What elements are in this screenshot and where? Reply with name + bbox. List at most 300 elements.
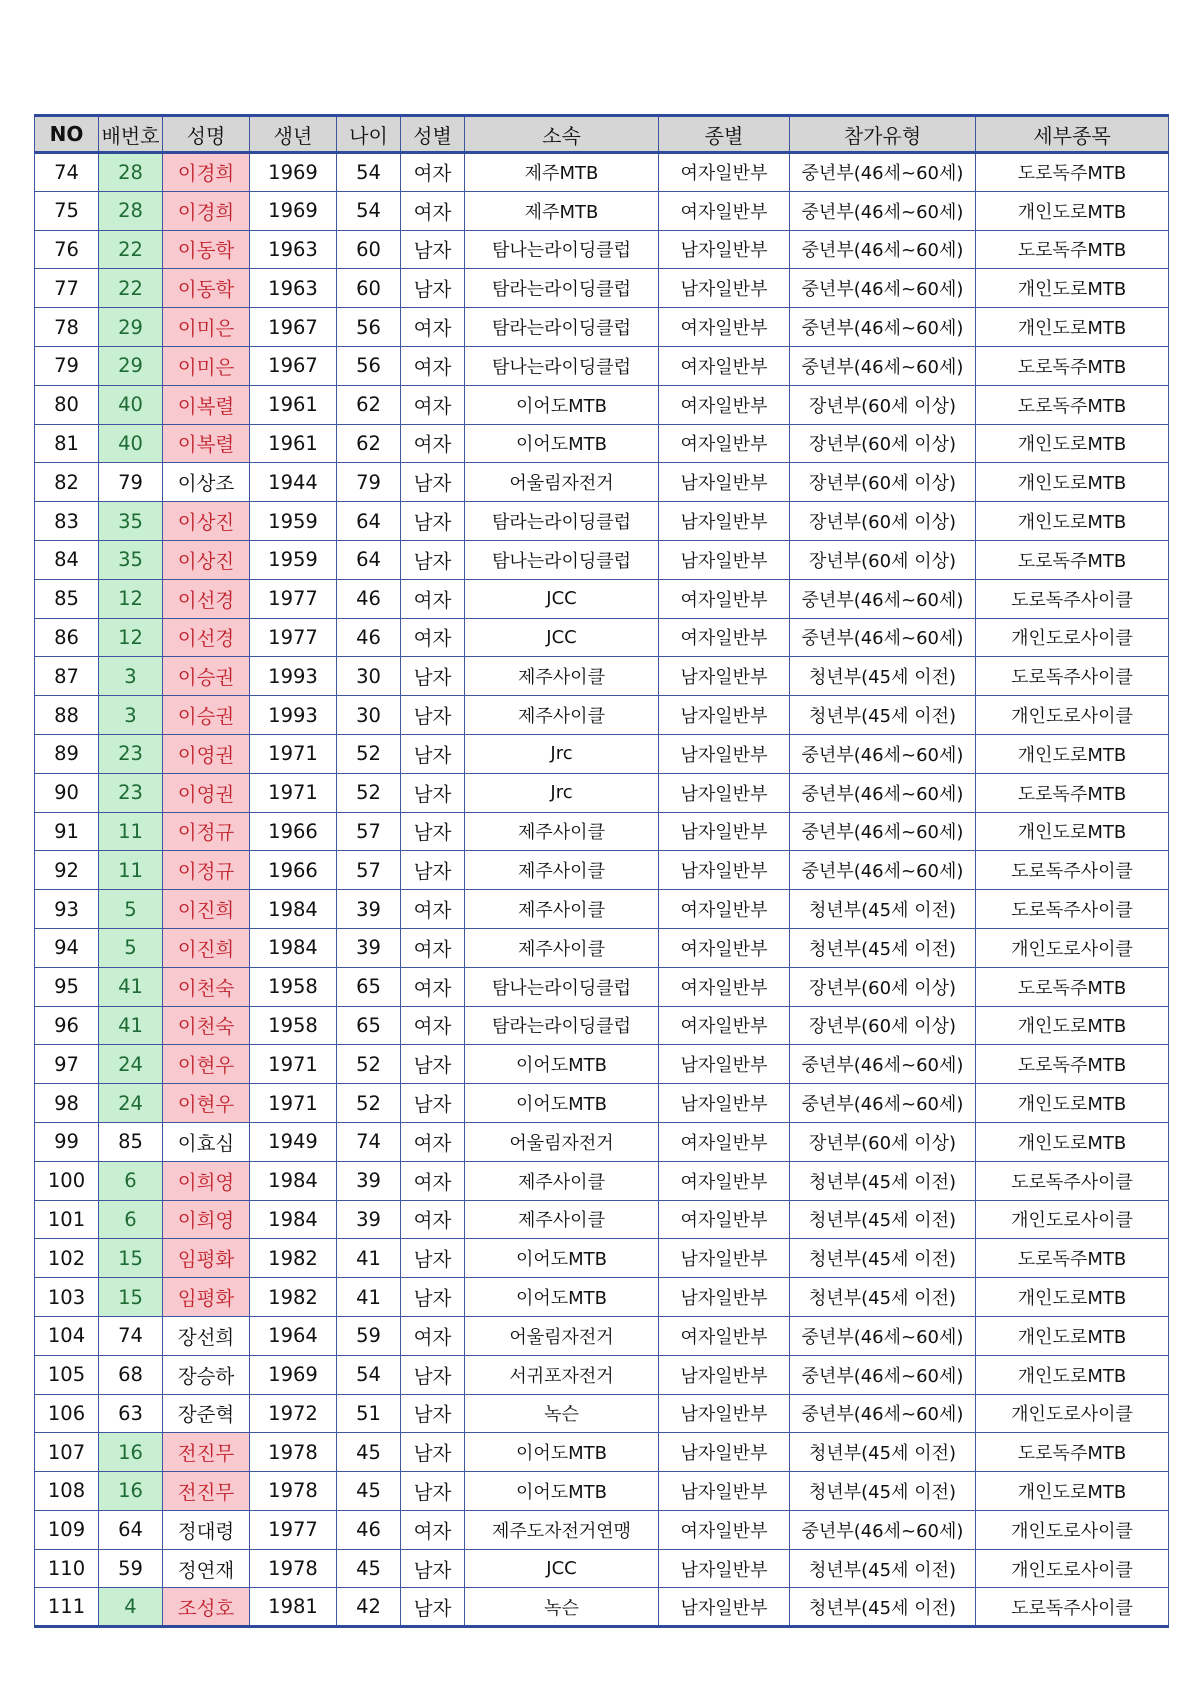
birth-year: 1972: [250, 1394, 337, 1433]
table-row: [35, 1161, 1169, 1200]
col-header-age: 나이: [337, 116, 401, 153]
bib-number: 5: [99, 890, 163, 929]
col-header-bib: 배번호: [99, 116, 163, 153]
col-header-entry-type: 참가유형: [790, 116, 976, 153]
gender: 여자: [401, 191, 465, 230]
event: 도로독주MTB: [976, 1239, 1169, 1278]
class: 여자일반부: [659, 1006, 790, 1045]
row-no: 95: [35, 967, 99, 1006]
age: 46: [337, 618, 401, 657]
age: 45: [337, 1549, 401, 1588]
bib-number: 22: [99, 230, 163, 269]
club: JCC: [465, 1549, 659, 1588]
participant-name: 이정규: [163, 812, 250, 851]
row-no: 80: [35, 385, 99, 424]
bib-number: 74: [99, 1316, 163, 1355]
class: 남자일반부: [659, 269, 790, 308]
birth-year: 1964: [250, 1316, 337, 1355]
entry-type: 청년부(45세 이전): [790, 928, 976, 967]
row-no: 107: [35, 1433, 99, 1472]
participant-name: 임평화: [163, 1278, 250, 1317]
participant-name: 임평화: [163, 1239, 250, 1278]
class: 남자일반부: [659, 502, 790, 541]
gender: 남자: [401, 734, 465, 773]
birth-year: 1981: [250, 1588, 337, 1627]
header-row: [35, 116, 1169, 153]
participant-name: 이영권: [163, 773, 250, 812]
age: 64: [337, 502, 401, 541]
class: 남자일반부: [659, 540, 790, 579]
birth-year: 1993: [250, 657, 337, 696]
event: 개인도로MTB: [976, 269, 1169, 308]
bib-number: 16: [99, 1433, 163, 1472]
participant-name: 조성호: [163, 1588, 250, 1627]
participant-table: [34, 114, 1169, 1628]
event: 개인도로사이클: [976, 1510, 1169, 1549]
row-no: 74: [35, 153, 99, 192]
club: 탐나는라이딩클럽: [465, 540, 659, 579]
club: 탐라는라이딩클럽: [465, 502, 659, 541]
gender: 남자: [401, 773, 465, 812]
age: 56: [337, 346, 401, 385]
entry-type: 청년부(45세 이전): [790, 890, 976, 929]
gender: 남자: [401, 1472, 465, 1511]
club: 제주사이클: [465, 851, 659, 890]
age: 62: [337, 424, 401, 463]
participant-name: 이영권: [163, 734, 250, 773]
table-row: [35, 502, 1169, 541]
gender: 남자: [401, 1278, 465, 1317]
table-row: [35, 385, 1169, 424]
birth-year: 1963: [250, 269, 337, 308]
table-row: [35, 540, 1169, 579]
age: 46: [337, 1510, 401, 1549]
table-body: [35, 153, 1169, 1627]
age: 64: [337, 540, 401, 579]
entry-type: 중년부(46세~60세): [790, 1510, 976, 1549]
club: 이어도MTB: [465, 1278, 659, 1317]
bib-number: 29: [99, 346, 163, 385]
participant-name: 전진무: [163, 1433, 250, 1472]
event: 개인도로MTB: [976, 1472, 1169, 1511]
club: 이어도MTB: [465, 1084, 659, 1123]
table-row: [35, 308, 1169, 347]
club: 이어도MTB: [465, 1433, 659, 1472]
row-no: 82: [35, 463, 99, 502]
entry-type: 중년부(46세~60세): [790, 153, 976, 192]
table-row: [35, 463, 1169, 502]
event: 개인도로사이클: [976, 696, 1169, 735]
row-no: 77: [35, 269, 99, 308]
birth-year: 1993: [250, 696, 337, 735]
row-no: 75: [35, 191, 99, 230]
age: 52: [337, 1045, 401, 1084]
birth-year: 1971: [250, 773, 337, 812]
gender: 남자: [401, 540, 465, 579]
bib-number: 40: [99, 385, 163, 424]
participant-name: 이천숙: [163, 967, 250, 1006]
row-no: 99: [35, 1122, 99, 1161]
table-row: [35, 773, 1169, 812]
gender: 남자: [401, 696, 465, 735]
col-header-class: 종별: [659, 116, 790, 153]
class: 여자일반부: [659, 153, 790, 192]
participant-name: 이경희: [163, 153, 250, 192]
age: 65: [337, 1006, 401, 1045]
birth-year: 1971: [250, 1045, 337, 1084]
event: 개인도로MTB: [976, 1278, 1169, 1317]
participant-name: 장준혁: [163, 1394, 250, 1433]
club: 제주사이클: [465, 1200, 659, 1239]
participant-name: 이선경: [163, 618, 250, 657]
bib-number: 11: [99, 812, 163, 851]
table-row: [35, 1394, 1169, 1433]
gender: 여자: [401, 385, 465, 424]
participant-name: 이효심: [163, 1122, 250, 1161]
row-no: 108: [35, 1472, 99, 1511]
entry-type: 중년부(46세~60세): [790, 230, 976, 269]
birth-year: 1967: [250, 308, 337, 347]
event: 개인도로사이클: [976, 928, 1169, 967]
event: 도로독주MTB: [976, 1433, 1169, 1472]
participant-name: 이미은: [163, 346, 250, 385]
participant-name: 이천숙: [163, 1006, 250, 1045]
participant-name: 이상진: [163, 540, 250, 579]
gender: 여자: [401, 1122, 465, 1161]
entry-type: 중년부(46세~60세): [790, 1316, 976, 1355]
club: 탐나는라이딩클럽: [465, 230, 659, 269]
age: 57: [337, 851, 401, 890]
row-no: 86: [35, 618, 99, 657]
age: 41: [337, 1239, 401, 1278]
class: 여자일반부: [659, 579, 790, 618]
birth-year: 1958: [250, 967, 337, 1006]
gender: 여자: [401, 424, 465, 463]
entry-type: 청년부(45세 이전): [790, 657, 976, 696]
participant-name: 정대령: [163, 1510, 250, 1549]
event: 도로독주사이클: [976, 851, 1169, 890]
col-header-birth-year: 생년: [250, 116, 337, 153]
participant-name: 이진희: [163, 928, 250, 967]
class: 남자일반부: [659, 773, 790, 812]
club: 제주도자전거연맹: [465, 1510, 659, 1549]
entry-type: 중년부(46세~60세): [790, 346, 976, 385]
entry-type: 장년부(60세 이상): [790, 967, 976, 1006]
participant-name: 이복렬: [163, 385, 250, 424]
class: 남자일반부: [659, 1549, 790, 1588]
bib-number: 35: [99, 540, 163, 579]
class: 여자일반부: [659, 928, 790, 967]
table-row: [35, 1316, 1169, 1355]
gender: 남자: [401, 1433, 465, 1472]
row-no: 90: [35, 773, 99, 812]
table-row: [35, 1200, 1169, 1239]
club: 제주MTB: [465, 191, 659, 230]
class: 남자일반부: [659, 696, 790, 735]
bib-number: 28: [99, 153, 163, 192]
gender: 남자: [401, 269, 465, 308]
birth-year: 1963: [250, 230, 337, 269]
class: 여자일반부: [659, 308, 790, 347]
bib-number: 35: [99, 502, 163, 541]
entry-type: 청년부(45세 이전): [790, 1549, 976, 1588]
class: 남자일반부: [659, 1433, 790, 1472]
birth-year: 1944: [250, 463, 337, 502]
age: 54: [337, 1355, 401, 1394]
gender: 여자: [401, 1161, 465, 1200]
class: 남자일반부: [659, 1084, 790, 1123]
gender: 남자: [401, 1549, 465, 1588]
gender: 여자: [401, 890, 465, 929]
gender: 여자: [401, 1510, 465, 1549]
club: 이어도MTB: [465, 1045, 659, 1084]
age: 39: [337, 890, 401, 929]
bib-number: 40: [99, 424, 163, 463]
bib-number: 5: [99, 928, 163, 967]
age: 65: [337, 967, 401, 1006]
table-row: [35, 1433, 1169, 1472]
club: 이어도MTB: [465, 385, 659, 424]
entry-type: 장년부(60세 이상): [790, 1122, 976, 1161]
table-row: [35, 579, 1169, 618]
event: 도로독주MTB: [976, 1045, 1169, 1084]
row-no: 79: [35, 346, 99, 385]
entry-type: 청년부(45세 이전): [790, 1239, 976, 1278]
club: Jrc: [465, 773, 659, 812]
entry-type: 장년부(60세 이상): [790, 463, 976, 502]
birth-year: 1967: [250, 346, 337, 385]
event: 도로독주MTB: [976, 346, 1169, 385]
event: 도로독주MTB: [976, 230, 1169, 269]
bib-number: 59: [99, 1549, 163, 1588]
birth-year: 1966: [250, 851, 337, 890]
bib-number: 16: [99, 1472, 163, 1511]
bib-number: 24: [99, 1045, 163, 1084]
row-no: 93: [35, 890, 99, 929]
entry-type: 중년부(46세~60세): [790, 308, 976, 347]
row-no: 97: [35, 1045, 99, 1084]
participant-name: 장승하: [163, 1355, 250, 1394]
class: 남자일반부: [659, 1278, 790, 1317]
age: 42: [337, 1588, 401, 1627]
birth-year: 1984: [250, 890, 337, 929]
class: 여자일반부: [659, 1161, 790, 1200]
club: JCC: [465, 618, 659, 657]
club: 탐나는라이딩클럽: [465, 346, 659, 385]
club: 탐라는라이딩클럽: [465, 308, 659, 347]
club: JCC: [465, 579, 659, 618]
birth-year: 1977: [250, 1510, 337, 1549]
gender: 여자: [401, 308, 465, 347]
gender: 남자: [401, 851, 465, 890]
entry-type: 청년부(45세 이전): [790, 1433, 976, 1472]
class: 남자일반부: [659, 657, 790, 696]
participant-name: 이정규: [163, 851, 250, 890]
club: 제주사이클: [465, 696, 659, 735]
entry-type: 청년부(45세 이전): [790, 1472, 976, 1511]
club: 녹슨: [465, 1394, 659, 1433]
bib-number: 64: [99, 1510, 163, 1549]
entry-type: 장년부(60세 이상): [790, 540, 976, 579]
row-no: 104: [35, 1316, 99, 1355]
event: 도로독주사이클: [976, 1161, 1169, 1200]
bib-number: 6: [99, 1161, 163, 1200]
participant-name: 이경희: [163, 191, 250, 230]
entry-type: 중년부(46세~60세): [790, 734, 976, 773]
class: 여자일반부: [659, 191, 790, 230]
birth-year: 1978: [250, 1549, 337, 1588]
row-no: 83: [35, 502, 99, 541]
col-header-club: 소속: [465, 116, 659, 153]
event: 도로독주MTB: [976, 967, 1169, 1006]
gender: 여자: [401, 1200, 465, 1239]
club: 탐라는라이딩클럽: [465, 269, 659, 308]
age: 60: [337, 269, 401, 308]
club: 탐라는라이딩클럽: [465, 1006, 659, 1045]
participant-name: 전진무: [163, 1472, 250, 1511]
club: 제주사이클: [465, 657, 659, 696]
participant-name: 이선경: [163, 579, 250, 618]
bib-number: 12: [99, 579, 163, 618]
club: 어울림자전거: [465, 463, 659, 502]
gender: 남자: [401, 1239, 465, 1278]
gender: 남자: [401, 657, 465, 696]
age: 30: [337, 696, 401, 735]
bib-number: 68: [99, 1355, 163, 1394]
entry-type: 청년부(45세 이전): [790, 1200, 976, 1239]
event: 도로독주MTB: [976, 773, 1169, 812]
age: 45: [337, 1472, 401, 1511]
gender: 남자: [401, 1588, 465, 1627]
bib-number: 85: [99, 1122, 163, 1161]
bib-number: 79: [99, 463, 163, 502]
participant-name: 이희영: [163, 1161, 250, 1200]
class: 남자일반부: [659, 1045, 790, 1084]
entry-type: 장년부(60세 이상): [790, 424, 976, 463]
participant-name: 이희영: [163, 1200, 250, 1239]
age: 51: [337, 1394, 401, 1433]
birth-year: 1971: [250, 1084, 337, 1123]
table-row: [35, 1239, 1169, 1278]
participant-name: 이복렬: [163, 424, 250, 463]
table-row: [35, 1588, 1169, 1627]
event: 개인도로사이클: [976, 1549, 1169, 1588]
table-row: [35, 657, 1169, 696]
class: 여자일반부: [659, 1200, 790, 1239]
birth-year: 1969: [250, 1355, 337, 1394]
club: 제주사이클: [465, 928, 659, 967]
table-row: [35, 618, 1169, 657]
col-header-name: 성명: [163, 116, 250, 153]
participant-name: 이상진: [163, 502, 250, 541]
birth-year: 1959: [250, 502, 337, 541]
table-row: [35, 734, 1169, 773]
event: 개인도로사이클: [976, 1394, 1169, 1433]
bib-number: 15: [99, 1239, 163, 1278]
table-row: [35, 153, 1169, 192]
birth-year: 1978: [250, 1433, 337, 1472]
gender: 여자: [401, 153, 465, 192]
gender: 남자: [401, 1045, 465, 1084]
row-no: 92: [35, 851, 99, 890]
club: 서귀포자전거: [465, 1355, 659, 1394]
birth-year: 1982: [250, 1278, 337, 1317]
row-no: 103: [35, 1278, 99, 1317]
table-row: [35, 967, 1169, 1006]
row-no: 76: [35, 230, 99, 269]
club: 이어도MTB: [465, 424, 659, 463]
participant-name: 이현우: [163, 1084, 250, 1123]
entry-type: 청년부(45세 이전): [790, 696, 976, 735]
bib-number: 63: [99, 1394, 163, 1433]
birth-year: 1977: [250, 579, 337, 618]
row-no: 88: [35, 696, 99, 735]
row-no: 110: [35, 1549, 99, 1588]
class: 여자일반부: [659, 967, 790, 1006]
birth-year: 1971: [250, 734, 337, 773]
bib-number: 23: [99, 773, 163, 812]
event: 도로독주MTB: [976, 540, 1169, 579]
club: 이어도MTB: [465, 1472, 659, 1511]
row-no: 101: [35, 1200, 99, 1239]
bib-number: 6: [99, 1200, 163, 1239]
event: 개인도로MTB: [976, 463, 1169, 502]
table-row: [35, 1006, 1169, 1045]
table-row: [35, 890, 1169, 929]
gender: 여자: [401, 1316, 465, 1355]
bib-number: 41: [99, 967, 163, 1006]
table-row: [35, 191, 1169, 230]
bib-number: 22: [99, 269, 163, 308]
class: 남자일반부: [659, 734, 790, 773]
club: 어울림자전거: [465, 1316, 659, 1355]
gender: 남자: [401, 463, 465, 502]
row-no: 89: [35, 734, 99, 773]
table-row: [35, 696, 1169, 735]
col-header-no: NO: [35, 116, 99, 153]
age: 52: [337, 1084, 401, 1123]
col-header-event: 세부종목: [976, 116, 1169, 153]
entry-type: 중년부(46세~60세): [790, 1394, 976, 1433]
participant-name: 이현우: [163, 1045, 250, 1084]
row-no: 96: [35, 1006, 99, 1045]
bib-number: 24: [99, 1084, 163, 1123]
event: 도로독주사이클: [976, 890, 1169, 929]
age: 41: [337, 1278, 401, 1317]
class: 여자일반부: [659, 1316, 790, 1355]
entry-type: 중년부(46세~60세): [790, 1045, 976, 1084]
bib-number: 3: [99, 696, 163, 735]
birth-year: 1961: [250, 385, 337, 424]
gender: 남자: [401, 1084, 465, 1123]
event: 도로독주사이클: [976, 579, 1169, 618]
birth-year: 1984: [250, 928, 337, 967]
age: 52: [337, 773, 401, 812]
age: 60: [337, 230, 401, 269]
event: 개인도로MTB: [976, 191, 1169, 230]
table-row: [35, 230, 1169, 269]
birth-year: 1984: [250, 1200, 337, 1239]
birth-year: 1978: [250, 1472, 337, 1511]
bib-number: 29: [99, 308, 163, 347]
class: 여자일반부: [659, 890, 790, 929]
row-no: 81: [35, 424, 99, 463]
class: 남자일반부: [659, 812, 790, 851]
entry-type: 중년부(46세~60세): [790, 1084, 976, 1123]
entry-type: 청년부(45세 이전): [790, 1161, 976, 1200]
class: 남자일반부: [659, 851, 790, 890]
participant-name: 이승권: [163, 696, 250, 735]
